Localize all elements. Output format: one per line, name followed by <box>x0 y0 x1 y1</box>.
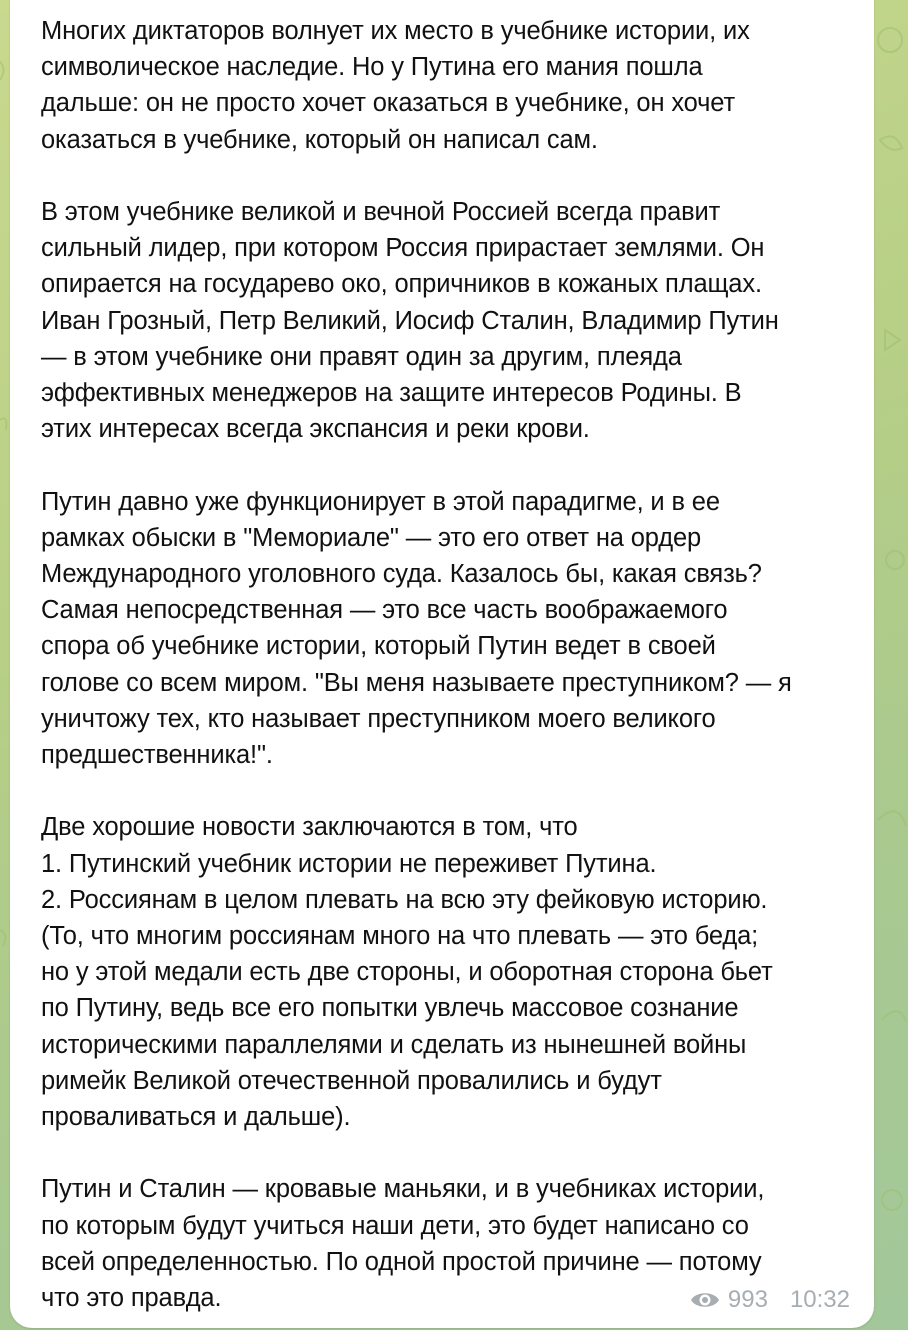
message-line: сильный лидер, при котором Россия прирастает землями. Он <box>41 234 765 263</box>
message-line: по которым будут учиться наши дети, это будет написано со <box>41 1211 749 1240</box>
message-line: предшественника!". <box>41 741 273 770</box>
message-line: Международного уголовного суда. Казалось бы, какая связь? <box>41 560 762 589</box>
message-line: (То, что многим россиянам много на что плевать — это беда; <box>41 922 759 951</box>
message-line: Две хорошие новости заключаются в том, что <box>41 813 578 842</box>
message-line: проваливаться и дальше). <box>41 1103 351 1132</box>
message-line: историческими параллелями и сделать из нынешней войны <box>41 1030 747 1059</box>
message-paragraph <box>41 194 861 447</box>
eye-icon <box>690 1289 720 1311</box>
message-time: 10:32 <box>789 1286 850 1313</box>
message-line: голове со всем миром. "Вы меня называете преступником? — я <box>41 668 792 697</box>
message-line: 1. Путинский учебник истории не переживет Путина. <box>41 849 657 878</box>
message-line: что это правда. <box>41 1284 222 1313</box>
views-count: 993 <box>727 1286 768 1313</box>
message-line: опирается на государево око, опричников в кожаных плащах. <box>41 270 762 299</box>
message-line: символическое наследие. Но у Путина его мания пошла <box>41 53 703 82</box>
message-line: Многих диктаторов волнует их место в учебнике истории, их <box>41 17 750 45</box>
message-line: римейк Великой отечественной провалились и будут <box>41 1066 662 1095</box>
message-line: Самая непосредственная — это все часть воображаемого <box>41 596 728 625</box>
message-line: — в этом учебнике они правят один за другим, плеяда <box>41 342 682 371</box>
message-line: рамках обыски в "Мемориале" — это его ответ на ордер <box>41 523 702 552</box>
message-line: но у этой медали есть две стороны, и оборотная сторона бьет <box>41 958 773 987</box>
message-line: Путин и Сталин — кровавые маньяки, и в учебниках истории, <box>41 1175 765 1204</box>
message-line: всей определенностью. По одной простой причине — потому <box>41 1247 762 1276</box>
message-paragraph <box>41 13 861 158</box>
message-paragraph <box>41 809 861 1135</box>
message-line: Иван Грозный, Петр Великий, Иосиф Сталин, Владимир Путин <box>41 306 779 335</box>
message-text <box>41 13 861 1316</box>
message-line: В этом учебнике великой и вечной Россией всегда правит <box>41 198 721 226</box>
message-line: уничтожу тех, кто называет преступником моего великого <box>41 704 716 733</box>
message-paragraph <box>41 484 861 774</box>
message-line: 2. Россиянам в целом плевать на всю эту фейковую историю. <box>41 885 768 914</box>
message-line: эффективных менеджеров на защите интересов Родины. В <box>41 379 742 408</box>
message-meta <box>690 1286 850 1314</box>
message-line: оказаться в учебнике, который он написал сам. <box>41 125 598 154</box>
message-line: дальше: он не просто хочет оказаться в учебнике, он хочет <box>41 89 735 118</box>
message-line: этих интересах всегда экспансия и реки крови. <box>41 415 590 444</box>
message-line: Путин давно уже функционирует в этой парадигме, и в ее <box>41 487 720 516</box>
message-line: по Путину, ведь все его попытки увлечь массовое сознание <box>41 994 739 1023</box>
message-line: спора об учебнике истории, который Путин ведет в своей <box>41 632 716 661</box>
